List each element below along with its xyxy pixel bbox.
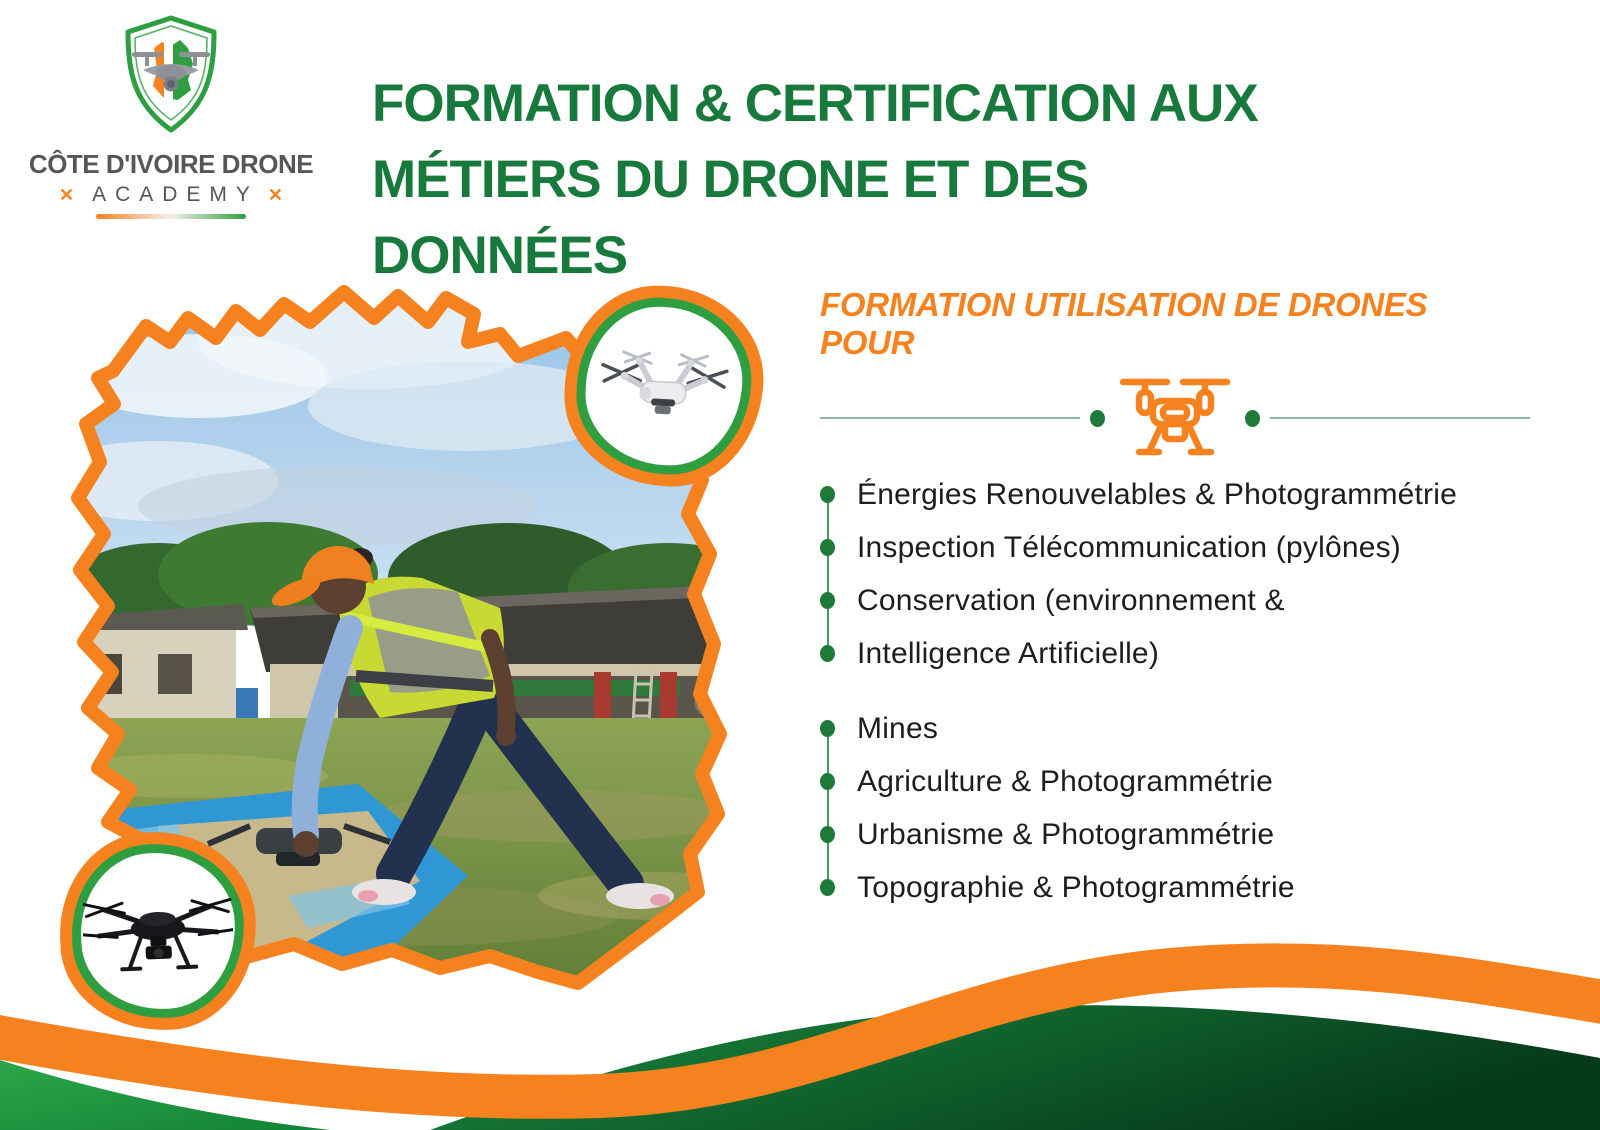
list-item <box>820 861 1530 914</box>
bullet-dot <box>820 773 835 790</box>
title-line-1: FORMATION & CERTIFICATION AUX <box>372 74 1258 133</box>
item-label: Mines <box>857 711 939 745</box>
training-list-group-2 <box>820 702 1530 914</box>
white-mini-drone-icon <box>591 332 736 439</box>
divider-line-right <box>1270 417 1530 419</box>
list-item <box>820 574 1530 627</box>
divider-dot-right <box>1245 410 1260 427</box>
bullet-dot <box>820 826 835 843</box>
list-item <box>820 521 1530 574</box>
bullet-dot <box>820 879 835 896</box>
item-label: Topographie & Photogrammétrie <box>857 870 1295 904</box>
bullet-dot <box>820 720 835 737</box>
badge-green-ring <box>69 841 247 1021</box>
quadcopter-divider-icon <box>1115 372 1235 464</box>
item-label: Inspection Télécommunication (pylônes) <box>857 530 1401 564</box>
item-label: Urbanisme & Photogrammétrie <box>857 817 1275 851</box>
list-item <box>820 808 1530 861</box>
shield-drone-logo-icon <box>116 12 226 142</box>
logo-block <box>28 12 314 219</box>
item-label: Intelligence Artificielle) <box>857 636 1160 670</box>
item-label: Conservation (environnement & <box>857 583 1285 617</box>
divider-line-left <box>820 417 1080 419</box>
list-item <box>820 468 1530 521</box>
badge-green-ring <box>573 294 756 479</box>
divider-dot-left <box>1090 410 1105 427</box>
panel-heading: FORMATION UTILISATION DE DRONES POUR <box>820 286 1428 361</box>
logo-underline <box>96 214 246 219</box>
list-item <box>820 627 1530 680</box>
logo-academy-row <box>28 183 314 207</box>
bullet-dot <box>820 539 835 556</box>
list-item <box>820 702 1530 755</box>
logo-academy-word: ACADEMY <box>92 183 259 206</box>
item-label: Énergies Renouvelables & Photogrammétrie <box>857 477 1457 511</box>
list-item <box>820 755 1530 808</box>
badge-white-center <box>582 303 746 469</box>
propeller-x-icon: ✕ <box>58 184 75 205</box>
propeller-x-icon: ✕ <box>267 184 284 205</box>
training-list-group-1 <box>820 468 1530 680</box>
item-label: Agriculture & Photogrammétrie <box>857 764 1273 798</box>
right-panel <box>820 286 1530 914</box>
badge-white-center <box>78 850 237 1011</box>
bullet-dot <box>820 486 835 503</box>
drone-divider <box>820 370 1530 466</box>
bullet-dot <box>820 645 835 662</box>
logo-brand-line: CÔTE D'IVOIRE DRONE <box>28 149 314 179</box>
black-pro-drone-icon <box>81 873 235 988</box>
title-line-2: MÉTIERS DU DRONE ET DES DONNÉES <box>372 150 1089 285</box>
bullet-dot <box>820 592 835 609</box>
